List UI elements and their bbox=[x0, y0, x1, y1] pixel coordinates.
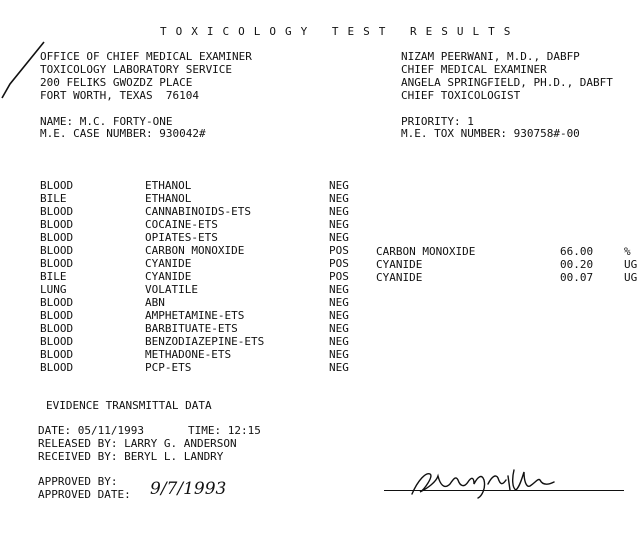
specimen-cell: LUNG bbox=[40, 283, 67, 296]
test-row bbox=[0, 296, 638, 309]
quantitation-row bbox=[0, 271, 638, 284]
left-header-line-4: FORT WORTH, TEXAS 76104 bbox=[40, 89, 199, 102]
specimen-cell: BLOOD bbox=[40, 296, 74, 309]
test-row bbox=[0, 192, 638, 205]
analyte-cell: AMPHETAMINE-ETS bbox=[145, 309, 245, 322]
specimen-cell: BLOOD bbox=[40, 179, 74, 192]
evidence-date: DATE: 05/11/1993 bbox=[38, 424, 144, 437]
result-cell: NEG bbox=[329, 179, 349, 192]
result-cell: NEG bbox=[329, 322, 349, 335]
quant-analyte-cell: CYANIDE bbox=[376, 258, 423, 271]
quant-value-cell: 66.00 bbox=[560, 245, 594, 258]
received-by: RECEIVED BY: BERYL L. LANDRY bbox=[38, 450, 224, 463]
quant-value-cell: 00.07 bbox=[560, 271, 594, 284]
test-row bbox=[0, 309, 638, 322]
analyte-cell: CANNABINOIDS-ETS bbox=[145, 205, 251, 218]
test-row bbox=[0, 348, 638, 361]
specimen-cell: BLOOD bbox=[40, 361, 74, 374]
case-number: M.E. CASE NUMBER: 930042# bbox=[40, 127, 206, 140]
signature bbox=[408, 466, 558, 500]
left-header-line-1: OFFICE OF CHIEF MEDICAL EXAMINER bbox=[40, 50, 252, 63]
result-cell: NEG bbox=[329, 205, 349, 218]
result-cell: POS bbox=[329, 244, 349, 257]
analyte-cell: BENZODIAZEPINE-ETS bbox=[145, 335, 265, 348]
specimen-cell: BLOOD bbox=[40, 309, 74, 322]
analyte-cell: CYANIDE bbox=[145, 257, 192, 270]
specimen-cell: BLOOD bbox=[40, 218, 74, 231]
test-row bbox=[0, 322, 638, 335]
analyte-cell: BARBITUATE-ETS bbox=[145, 322, 238, 335]
analyte-cell: ABN bbox=[145, 296, 165, 309]
analyte-cell: CYANIDE bbox=[145, 270, 192, 283]
result-cell: NEG bbox=[329, 231, 349, 244]
result-cell: NEG bbox=[329, 348, 349, 361]
result-cell: NEG bbox=[329, 361, 349, 374]
evidence-time: TIME: 12:15 bbox=[188, 424, 261, 437]
test-row bbox=[0, 205, 638, 218]
specimen-cell: BILE bbox=[40, 192, 67, 205]
specimen-cell: BLOOD bbox=[40, 257, 74, 270]
specimen-cell: BLOOD bbox=[40, 231, 74, 244]
quantitation-row bbox=[0, 245, 638, 258]
specimen-cell: BLOOD bbox=[40, 322, 74, 335]
page-title: TOXICOLOGY TEST RESULTS bbox=[160, 25, 520, 38]
test-row bbox=[0, 231, 638, 244]
result-cell: NEG bbox=[329, 218, 349, 231]
right-header-line-2: CHIEF MEDICAL EXAMINER bbox=[401, 63, 547, 76]
priority: PRIORITY: 1 bbox=[401, 115, 474, 128]
quant-value-cell: 00.20 bbox=[560, 258, 594, 271]
specimen-cell: BLOOD bbox=[40, 335, 74, 348]
quant-unit-cell: UG bbox=[624, 271, 638, 284]
test-row bbox=[0, 218, 638, 231]
test-row bbox=[0, 283, 638, 296]
analyte-cell: CARBON MONOXIDE bbox=[145, 244, 245, 257]
test-row bbox=[0, 335, 638, 348]
left-header-line-2: TOXICOLOGY LABORATORY SERVICE bbox=[40, 63, 233, 76]
specimen-cell: BILE bbox=[40, 270, 67, 283]
approved-by: APPROVED BY: bbox=[38, 475, 118, 488]
quant-unit-cell: UG bbox=[624, 258, 638, 271]
analyte-cell: COCAINE-ETS bbox=[145, 218, 218, 231]
specimen-cell: BLOOD bbox=[40, 348, 74, 361]
analyte-cell: VOLATILE bbox=[145, 283, 198, 296]
evidence-heading: EVIDENCE TRANSMITTAL DATA bbox=[46, 399, 212, 412]
left-header-line-3: 200 FELIKS GWOZDZ PLACE bbox=[40, 76, 193, 89]
signature-line bbox=[384, 490, 624, 491]
quant-analyte-cell: CARBON MONOXIDE bbox=[376, 245, 476, 258]
approved-date-handwritten: 9/7/1993 bbox=[150, 479, 227, 499]
specimen-cell: BLOOD bbox=[40, 244, 74, 257]
right-header-line-3: ANGELA SPRINGFIELD, PH.D., DABFT bbox=[401, 76, 613, 89]
analyte-cell: ETHANOL bbox=[145, 192, 192, 205]
quant-analyte-cell: CYANIDE bbox=[376, 271, 423, 284]
result-cell: NEG bbox=[329, 335, 349, 348]
right-header-line-1: NIZAM PEERWANI, M.D., DABFP bbox=[401, 50, 580, 63]
result-cell: NEG bbox=[329, 192, 349, 205]
approved-date-label: APPROVED DATE: bbox=[38, 488, 131, 501]
decedent-name: NAME: M.C. FORTY-ONE bbox=[40, 115, 173, 128]
result-cell: POS bbox=[329, 270, 349, 283]
test-row bbox=[0, 179, 638, 192]
analyte-cell: ETHANOL bbox=[145, 179, 192, 192]
specimen-cell: BLOOD bbox=[40, 205, 74, 218]
test-row bbox=[0, 361, 638, 374]
quant-unit-cell: % bbox=[624, 245, 631, 258]
tox-number: M.E. TOX NUMBER: 930758#-00 bbox=[401, 127, 580, 140]
result-cell: NEG bbox=[329, 283, 349, 296]
right-header-line-4: CHIEF TOXICOLOGIST bbox=[401, 89, 521, 102]
result-cell: POS bbox=[329, 257, 349, 270]
analyte-cell: PCP-ETS bbox=[145, 361, 192, 374]
quantitation-row bbox=[0, 258, 638, 271]
result-cell: NEG bbox=[329, 309, 349, 322]
released-by: RELEASED BY: LARRY G. ANDERSON bbox=[38, 437, 237, 450]
analyte-cell: METHADONE-ETS bbox=[145, 348, 232, 361]
analyte-cell: OPIATES-ETS bbox=[145, 231, 218, 244]
result-cell: NEG bbox=[329, 296, 349, 309]
